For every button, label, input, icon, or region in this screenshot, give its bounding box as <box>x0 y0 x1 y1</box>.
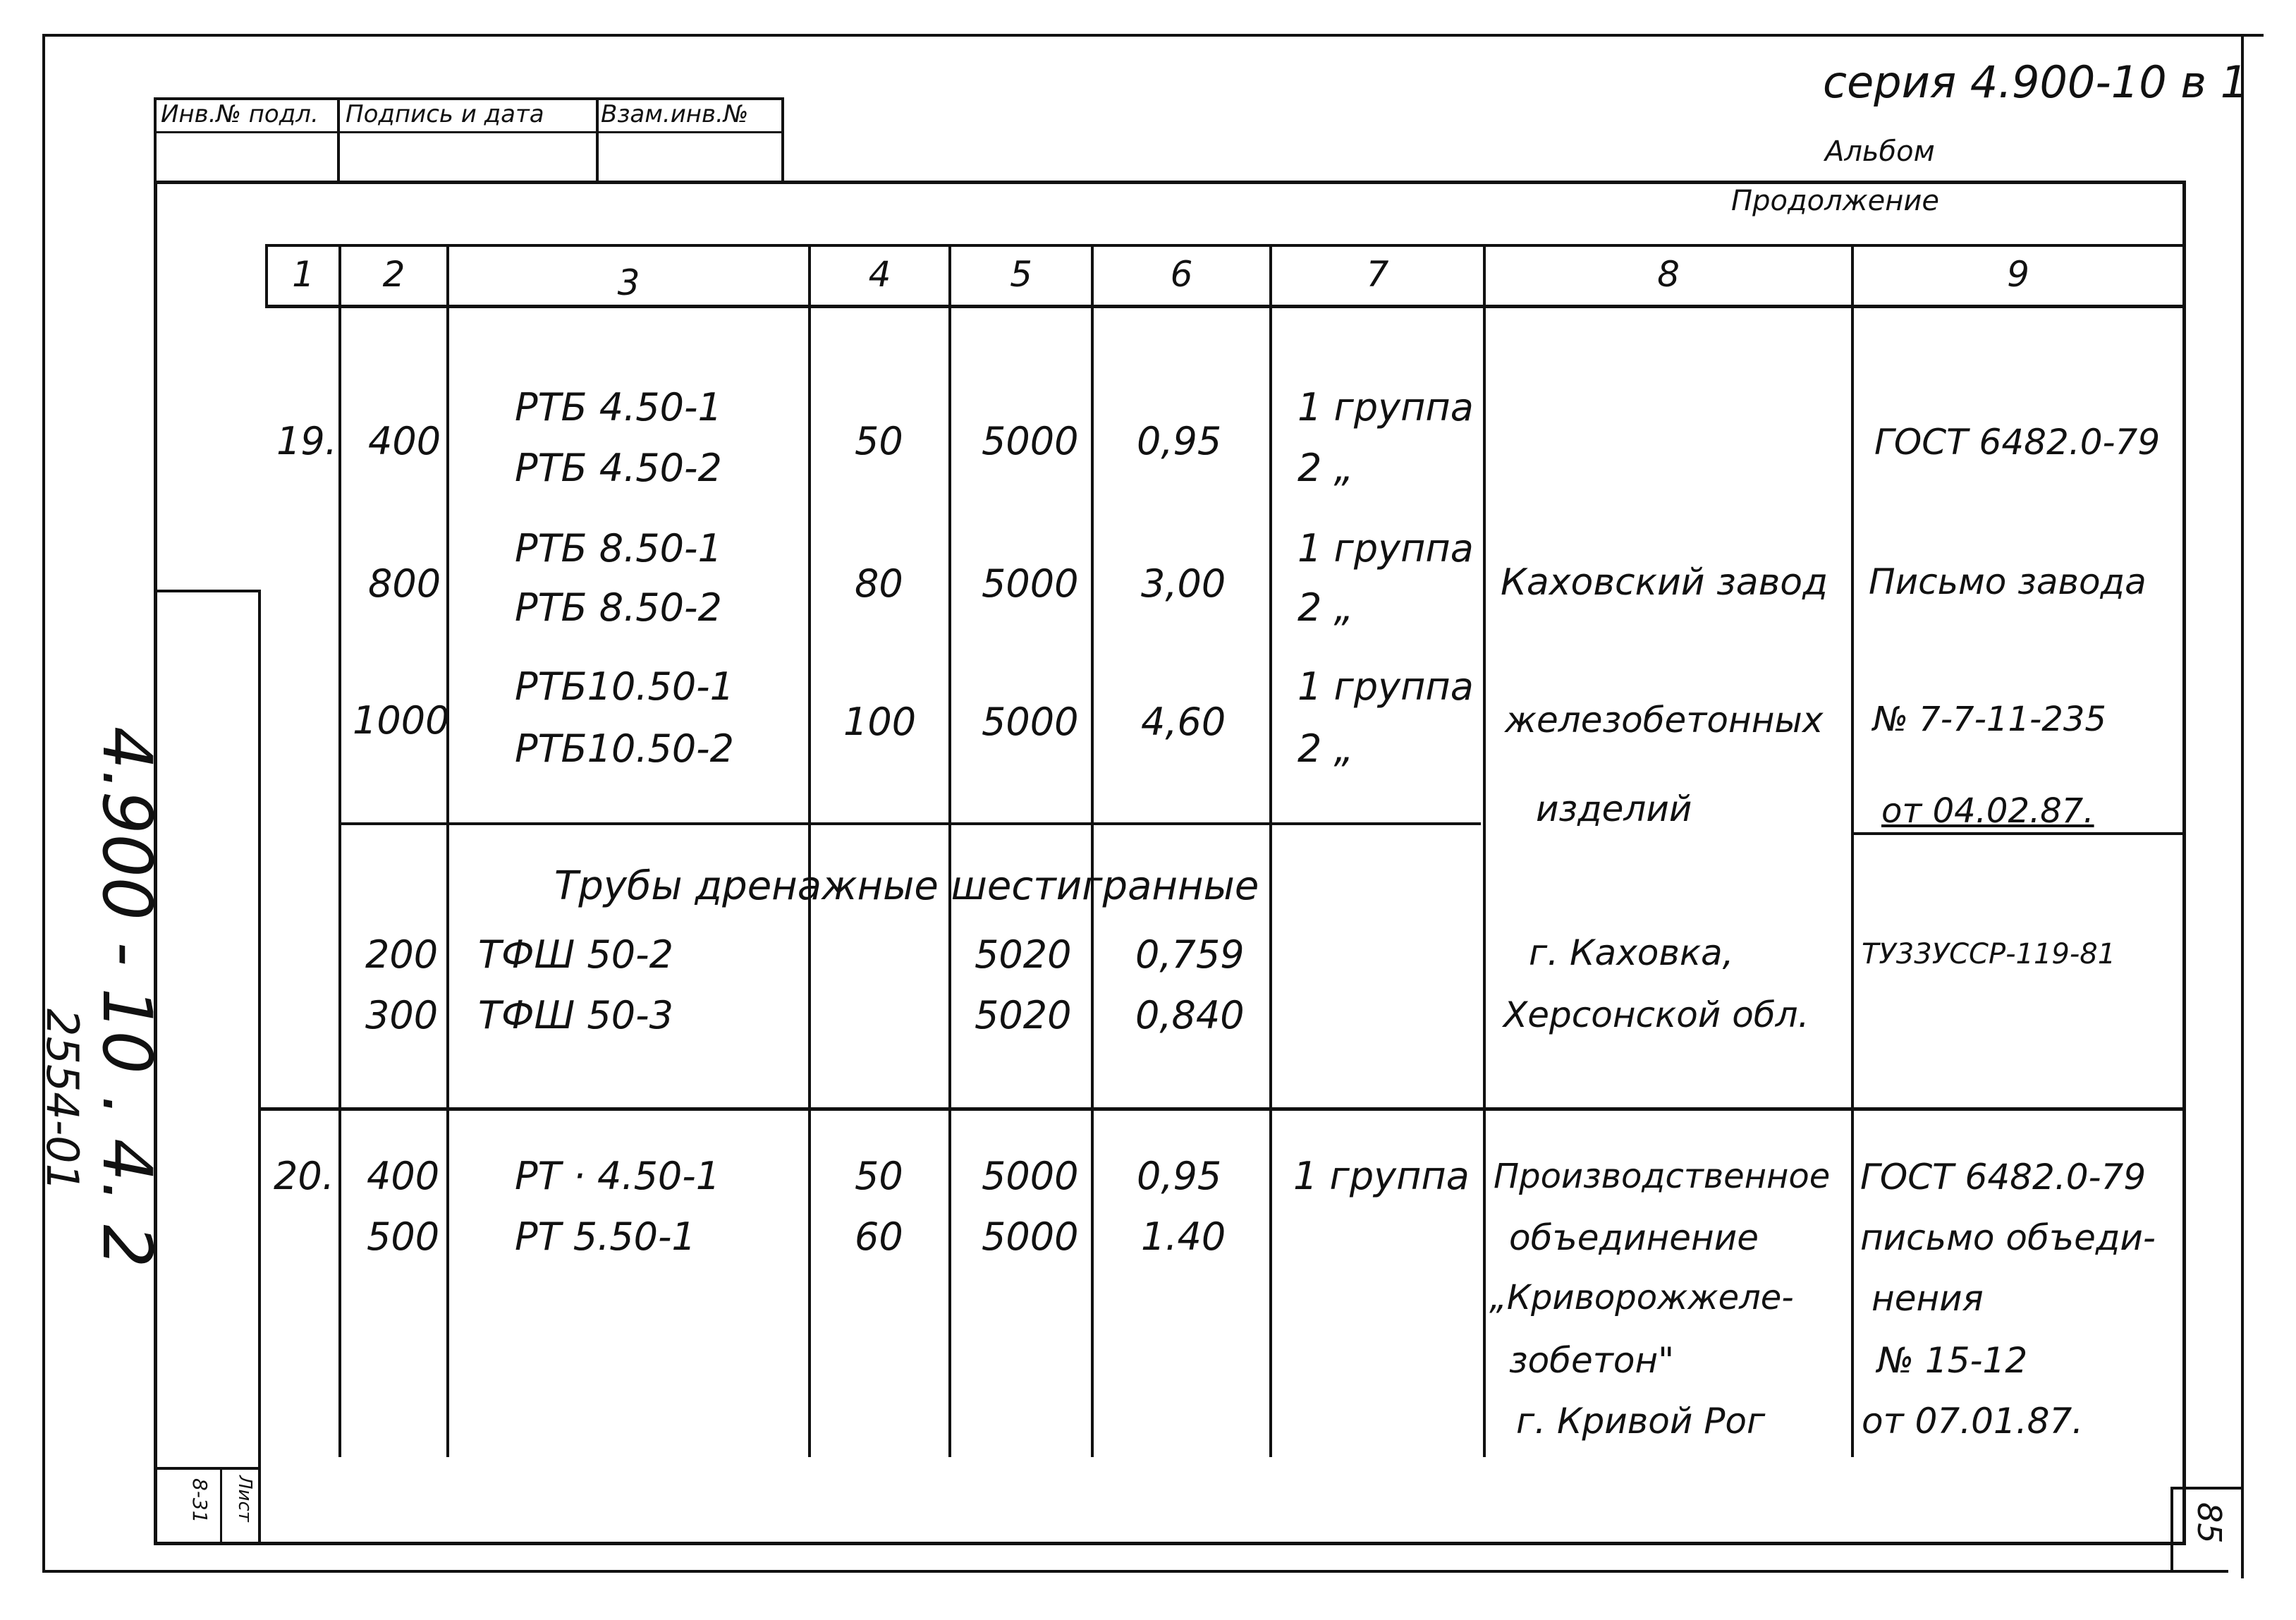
row20-1-c4: 50 <box>855 1154 903 1198</box>
table-top <box>265 244 2186 247</box>
row20-c9-line4: № 15-12 <box>1877 1340 2028 1381</box>
pipes-1-c6: 0,759 <box>1135 932 1245 977</box>
row19-3-c5: 5000 <box>982 700 1079 744</box>
row19-3-c7b: 2 „ <box>1297 726 1354 771</box>
row19-c9-line4: от 04.02.87. <box>1881 791 2094 831</box>
row20-1-c2: 400 <box>367 1154 440 1198</box>
side-code: 4.900 - 10 . 4. 2 <box>87 726 166 1268</box>
page-number: 85 <box>2190 1502 2228 1544</box>
row19-c8-line4: г. Каховка, <box>1529 932 1734 973</box>
row19-1-c5: 5000 <box>982 419 1079 463</box>
row19-c9-line3: № 7-7-11-235 <box>1873 700 2106 739</box>
col-header-1: 1 <box>292 254 315 295</box>
col-line-5 <box>948 244 951 1457</box>
row20-c7: 1 группа <box>1293 1154 1470 1198</box>
col-header-8: 8 <box>1657 254 1680 295</box>
pipes-1-c3: ТФШ 50-2 <box>478 932 673 977</box>
row19-c8-line1: Каховский завод <box>1501 561 1828 604</box>
col-line-9 <box>1851 244 1854 1457</box>
pipes-1-c2: 200 <box>365 932 439 977</box>
frame-top <box>42 34 2264 37</box>
row19-2-c7a: 1 группа <box>1297 526 1474 571</box>
col-header-6: 6 <box>1170 254 1193 295</box>
row20-c9-line5: от 07.01.87. <box>1862 1401 2084 1442</box>
series-title: серия 4.900-10 в 1 <box>1823 56 2249 108</box>
row20-number: 20. <box>274 1154 334 1198</box>
side-sheet-top <box>154 1467 259 1470</box>
table-mid-row19 <box>338 822 1481 825</box>
table-row20-top <box>261 1107 2186 1111</box>
col-header-2: 2 <box>382 254 405 295</box>
row20-1-c5: 5000 <box>982 1154 1079 1198</box>
col-line-3 <box>446 244 449 1457</box>
stamp-inv-label: Инв.№ подл. <box>161 100 319 128</box>
frame-right <box>2241 34 2244 1578</box>
continuation-label: Продолжение <box>1731 185 1940 217</box>
sheet-label: Лист <box>234 1475 255 1522</box>
side-sheet-mid <box>220 1467 222 1542</box>
row20-2-c2: 500 <box>367 1214 440 1259</box>
inner-right <box>2182 181 2186 1545</box>
frame-bottom <box>42 1570 2228 1573</box>
row19-1-c3b: РТБ 4.50-2 <box>515 446 722 490</box>
row20-c8-line5: г. Кривой Рог <box>1516 1401 1766 1442</box>
pageno-left <box>2170 1487 2173 1571</box>
row20-2-c6: 1.40 <box>1141 1214 1226 1259</box>
side-right <box>258 590 261 1542</box>
row19-3-c6: 4,60 <box>1141 700 1226 744</box>
row19-1-c4: 50 <box>855 419 903 463</box>
pageno-top <box>2170 1487 2241 1490</box>
row20-1-c3: РТ · 4.50-1 <box>515 1154 721 1198</box>
row20-c9-line1: ГОСТ 6482.0-79 <box>1860 1157 2147 1198</box>
row19-3-c3b: РТБ10.50-2 <box>515 726 735 771</box>
row20-c9-line3: нения <box>1871 1278 1984 1319</box>
row19-number: 19. <box>276 419 337 463</box>
col-line-7 <box>1269 244 1272 1457</box>
col-header-7: 7 <box>1366 254 1389 295</box>
table-header-bottom <box>265 305 2186 308</box>
inner-top <box>154 181 2186 184</box>
row20-c8-line1: Производственное <box>1494 1157 1831 1196</box>
stamp-replace-label: Взам.инв.№ <box>601 100 749 128</box>
row19-3-c2: 1000 <box>353 698 450 743</box>
row19-3-c7a: 1 группа <box>1297 664 1474 709</box>
pipes-2-c6: 0,840 <box>1135 993 1245 1037</box>
pipes-2-c2: 300 <box>365 993 439 1037</box>
row19-1-c7b: 2 „ <box>1297 446 1354 490</box>
pipes-2-c5: 5020 <box>975 993 1072 1037</box>
row19-2-c3b: РТБ 8.50-2 <box>515 585 722 630</box>
row19-c9-line1: ГОСТ 6482.0-79 <box>1874 422 2161 463</box>
col-line-2 <box>338 244 341 1457</box>
pipes-title: Трубы дренажные шестигранные <box>554 863 1259 909</box>
row19-c8-line3: изделий <box>1536 788 1692 829</box>
album-label: Альбом <box>1825 135 1935 168</box>
row19-c8-line2: железобетонных <box>1505 700 1824 741</box>
row20-c9-line2: письмо объеди- <box>1860 1217 2156 1258</box>
row19-2-c6: 3,00 <box>1141 561 1226 606</box>
col-header-3: 3 <box>617 262 640 303</box>
row19-2-c7b: 2 „ <box>1297 585 1354 630</box>
pipes-1-c5: 5020 <box>975 932 1072 977</box>
row20-c8-line3: „Криворожжеле- <box>1489 1278 1794 1317</box>
row19-2-c2: 800 <box>368 561 441 606</box>
row20-c8-line2: объединение <box>1509 1217 1759 1258</box>
row20-2-c5: 5000 <box>982 1214 1079 1259</box>
table-col9-split <box>1851 832 2182 835</box>
row20-2-c4: 60 <box>855 1214 903 1259</box>
col-header-5: 5 <box>1010 254 1032 295</box>
frame-left <box>42 34 45 1571</box>
stamp-v4 <box>781 97 784 183</box>
col-header-4: 4 <box>868 254 891 295</box>
stamp-v1 <box>154 97 157 183</box>
row19-3-c3a: РТБ10.50-1 <box>515 664 735 709</box>
stamp-sign-label: Подпись и дата <box>346 100 544 128</box>
row19-1-c3a: РТБ 4.50-1 <box>515 385 722 430</box>
row19-2-c3a: РТБ 8.50-1 <box>515 526 722 571</box>
row19-1-c7a: 1 группа <box>1297 385 1474 430</box>
col-line-8 <box>1483 244 1486 1457</box>
sheet-number: 8-31 <box>188 1478 212 1523</box>
col-line-6 <box>1091 244 1094 1457</box>
stamp-v3 <box>596 97 599 183</box>
row19-1-c2: 400 <box>368 419 441 463</box>
row20-1-c6: 0,95 <box>1137 1154 1222 1198</box>
row19-c9-line2: Письмо завода <box>1869 561 2147 602</box>
stamp-mid <box>154 131 783 133</box>
row19-2-c4: 80 <box>855 561 903 606</box>
inner-bottom <box>154 1542 2185 1545</box>
row19-2-c5: 5000 <box>982 561 1079 606</box>
row20-c8-line4: зобетон" <box>1509 1340 1675 1381</box>
side-top <box>154 590 259 592</box>
archive-number: 2554-01 <box>37 1009 88 1192</box>
row19-c9-line5: ТУ33УССР-119-81 <box>1862 938 2116 970</box>
pipes-2-c3: ТФШ 50-3 <box>478 993 673 1037</box>
stamp-v2 <box>337 97 340 183</box>
row20-2-c3: РТ 5.50-1 <box>515 1214 696 1259</box>
col-header-9: 9 <box>2007 254 2029 295</box>
row19-c8-line5: Херсонской обл. <box>1503 994 1809 1035</box>
row19-3-c4: 100 <box>843 700 917 744</box>
row19-1-c6: 0,95 <box>1137 419 1222 463</box>
col-line-4 <box>808 244 811 1457</box>
